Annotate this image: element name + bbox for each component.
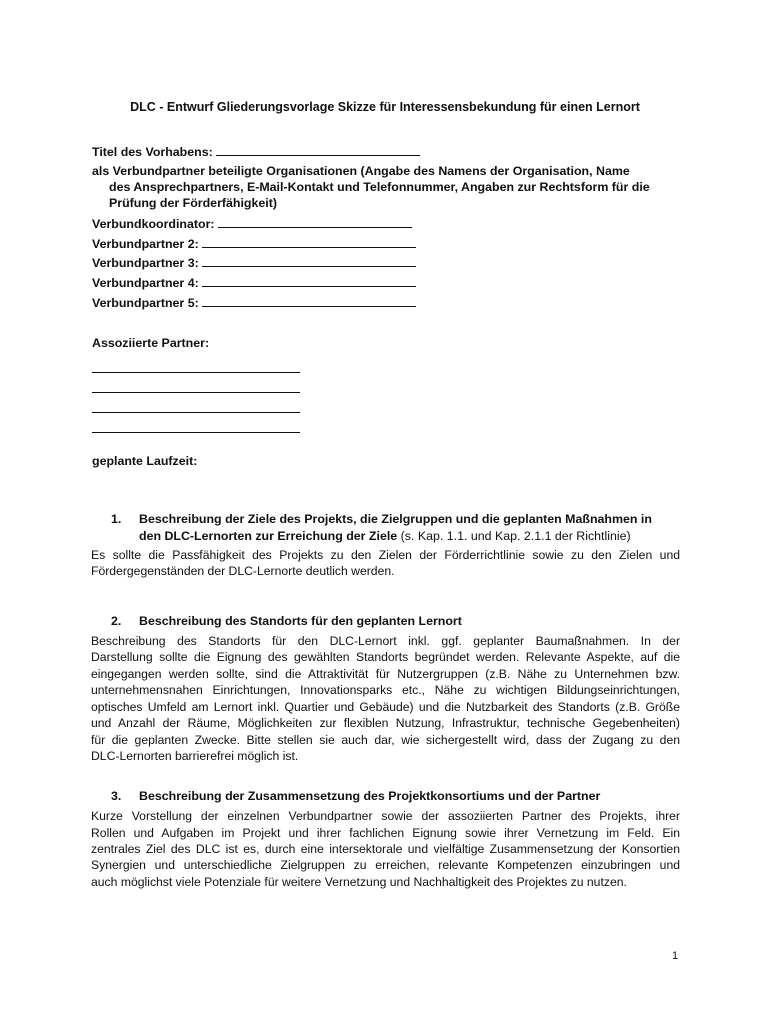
section-3-body-line-3: zentrales Ziel des DLC ist es, durch eine intersektorale und vielfältige Zusammensetzung der Konsortien [91, 842, 680, 856]
coordinator-field [92, 215, 412, 232]
section-1-heading-reference: (s. Kap. 1.1. und Kap. 2.1.1 der Richtlinie) [397, 529, 631, 543]
partner-5-field [92, 294, 416, 311]
section-2-heading-text: Beschreibung des Standorts für den geplanten Lernort [139, 614, 462, 628]
associated-partner-blank-3 [92, 412, 300, 413]
partner-4-label: Verbundpartner 4: [92, 276, 199, 290]
associated-partners-label: Assoziierte Partner: [92, 336, 210, 350]
partner-4-field [92, 274, 416, 291]
section-2-body-line-1: Beschreibung des Standorts für den DLC-Lernort inkl. ggf. geplanter Baumaßnahmen. In der [91, 634, 680, 648]
associated-partner-blank-4 [92, 432, 300, 433]
page-number: 1 [672, 950, 679, 962]
partner-5-blank [202, 294, 416, 307]
partner-2-field [92, 235, 416, 252]
section-2-body-line-5: optisches Umfeld am Lernort inkl. Quartier und Gebäude) und die Nutzbarkeit des Standorts (z.B. Größe [91, 700, 680, 714]
section-2-number: 2. [111, 614, 122, 628]
section-1-heading-line-2 [139, 528, 631, 544]
associated-partner-blank-1 [92, 372, 300, 373]
coordinator-label: Verbundkoordinator: [92, 217, 215, 231]
section-1-body-line-2: Fördergegenständen der DLC-Lernorte deutlich werden. [91, 564, 395, 578]
project-title-blank [216, 143, 420, 156]
project-title-label: Titel des Vorhabens: [92, 145, 213, 159]
section-3-heading [111, 789, 600, 803]
section-2-body-line-3: eingegangen werden sollte, sind die Attraktivität für Nutzergruppen (z.B. Nähe zu Unternehmen bzw. [91, 667, 680, 681]
partner-5-label: Verbundpartner 5: [92, 296, 199, 310]
section-3-heading-text: Beschreibung der Zusammensetzung des Projektkonsortiums und der Partner [139, 789, 601, 803]
consortium-intro-line-2: des Ansprechpartners, E-Mail-Kontakt und Telefonnummer, Angaben zur Rechtsform für die [109, 180, 650, 194]
section-3-body-line-1: Kurze Vorstellung der einzelnen Verbundpartner sowie der assoziierten Partner des Projekts, ihrer [91, 809, 680, 823]
section-3-body-line-2: Rollen und Aufgaben im Projekt und ihrer fachlichen Eignung sowie ihrer Vernetzung im Feld. Ein [91, 826, 680, 840]
section-1-heading [111, 512, 652, 526]
section-2-body-line-7: für die geplanten Zwecke. Bitte stellen sie auch dar, wie sichergestellt wird, dass der Zugang zu den [91, 733, 680, 747]
section-2-body-line-4: unternehmensnahen Einrichtungen, Innovationsparks etc., Nähe zu wichtigen Bildungseinrichtungen, [91, 683, 680, 697]
coordinator-blank [218, 215, 412, 228]
section-3-number: 3. [111, 789, 122, 803]
partner-3-label: Verbundpartner 3: [92, 256, 199, 270]
section-1-body-line-1: Es sollte die Passfähigkeit des Projekts zu den Zielen der Förderrichtlinie sowie zu den Zielen und [91, 548, 680, 562]
section-2-body-line-6: und Anzahl der Räume, Möglichkeiten zur flexiblen Nutzung, Infrastruktur, technische Gegebenheiten) [91, 716, 680, 730]
project-title-field [92, 143, 420, 160]
partner-2-label: Verbundpartner 2: [92, 237, 199, 251]
section-1-heading-line-1: Beschreibung der Ziele des Projekts, die Zielgruppen und die geplanten Maßnahmen in [139, 512, 652, 526]
section-2-body-line-2: Darstellung sollte die Eignung des gewählten Standorts begründet werden. Relevante Aspekte, auf die [91, 650, 680, 664]
associated-partner-blank-2 [92, 392, 300, 393]
document-title: DLC - Entwurf Gliederungsvorlage Skizze für Interessensbekundung für einen Lernort [130, 100, 640, 114]
consortium-intro-line-1: als Verbundpartner beteiligte Organisationen (Angabe des Namens der Organisation, Name [92, 164, 630, 178]
partner-2-blank [202, 235, 416, 248]
partner-4-blank [202, 274, 416, 287]
section-1-number: 1. [111, 512, 122, 526]
partner-3-field [92, 254, 416, 271]
section-1-heading-bold: den DLC-Lernorten zur Erreichung der Ziele [139, 529, 398, 543]
section-2-body-line-8: DLC-Lernorten barrierefrei möglich ist. [91, 749, 299, 763]
duration-label: geplante Laufzeit: [92, 454, 198, 468]
consortium-intro-line-3: Prüfung der Förderfähigkeit) [109, 196, 277, 210]
partner-3-blank [202, 254, 416, 267]
section-3-body-line-4: Synergien und unterschiedliche Zielgruppen zu erreichen, relevante Kompetenzen einzubringen und [91, 858, 680, 872]
section-2-heading [111, 614, 462, 628]
section-3-body-line-5: auch möglichst viele Potenziale für weitere Vernetzung und Nachhaltigkeit des Projektes zu nutzen. [91, 875, 627, 889]
